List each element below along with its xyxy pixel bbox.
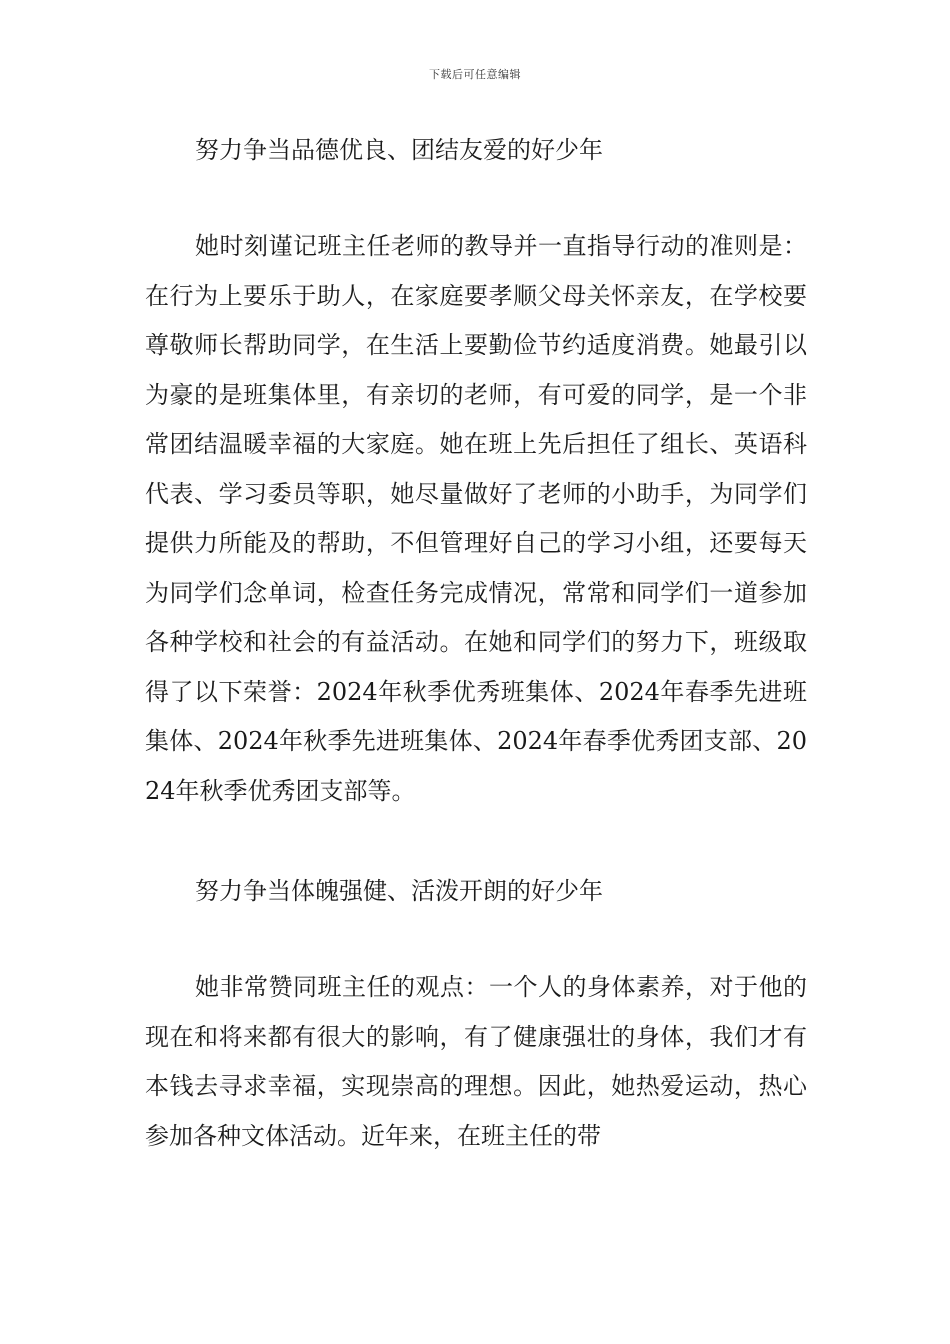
- document-body: [145, 130, 807, 1161]
- section-paragraph: 她非常赞同班主任的观点：一个人的身体素养，对于他的现在和将来都有很大的影响，有了健康强壮的身体，我们才有本钱去寻求幸福，实现崇高的理想。因此，她热爱运动，热心参加各种文体活动。近年来，在班主任的带: [145, 973, 807, 1150]
- page-header-note: 下载后可任意编辑: [429, 68, 521, 81]
- section-heading: 努力争当体魄强健、活泼开朗的好少年: [195, 877, 603, 905]
- section-paragraph: 她时刻谨记班主任老师的教导并一直指导行动的准则是：在行为上要乐于助人，在家庭要孝顺父母关怀亲友，在学校要尊敬师长帮助同学，在生活上要勤俭节约适度消费。她最引以为豪的是班集体里，有亲切的老师，有可爱的同学，是一个非常团结温暖幸福的大家庭。她在班上先后担任了组长、英语科代表、学习委员等职，她尽量做好了老师的小助手，为同学们提供力所能及的帮助，不但管理好自己的学习小组，还要每天为同学们念单词，检查任务完成情况，常常和同学们一道参加各种学校和社会的有益活动。在她和同学们的努力下，班级取得了以下荣誉：2024年秋季优秀班集体、2024年春季先进班集体、2024年秋季先进班集体、2024年春季优秀团支部、2024年秋季优秀团支部等。: [145, 232, 807, 805]
- section-heading: 努力争当品德优良、团结友爱的好少年: [195, 136, 603, 164]
